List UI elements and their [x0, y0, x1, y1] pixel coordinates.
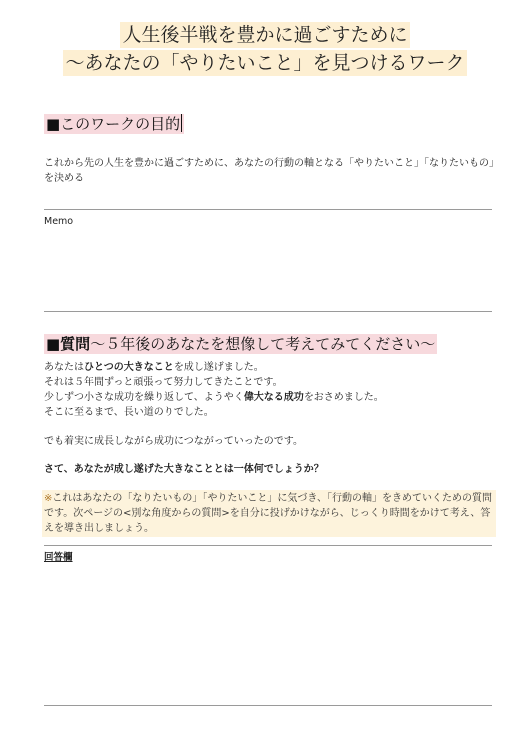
- question-prompt: さて、あなたが成し遂げた大きなこととは一体何でしょうか？: [44, 464, 324, 475]
- question-heading: [44, 334, 437, 354]
- question-line-1: あなたはひとつの大きなことを成し遂げました。: [44, 362, 264, 373]
- divider: [44, 705, 492, 706]
- question-line-5: でも着実に成長しながら成功につながっていったのです。: [44, 436, 303, 447]
- memo-label: Memo: [44, 216, 74, 227]
- divider: [44, 311, 492, 312]
- question-heading-prefix: ■質問: [46, 335, 91, 353]
- purpose-text: これから先の人生を豊かに過ごすために、あなたの行動の軸となる「やりたいこと」「なりたいもの」を決める: [44, 158, 494, 184]
- divider: [44, 545, 492, 546]
- text-cursor: [181, 114, 182, 132]
- question-note: [42, 490, 496, 537]
- note-mark: ※: [44, 493, 53, 504]
- question-line-2: それは５年間ずっと頑張って努力してきたことです。: [44, 377, 283, 388]
- question-body: [44, 360, 494, 420]
- note-text: これはあなたの「なりたいもの」「やりたいこと」に気づき、「行動の軸」をきめていくための質問です。次ページの<別な角度からの質問>を自分に投げかけながら、じっくり時間をかけて考え、答えを導き出しましょう。: [44, 493, 492, 534]
- purpose-heading[interactable]: [44, 114, 184, 134]
- divider: [44, 209, 492, 210]
- answer-label: 回答欄: [44, 552, 73, 563]
- title-line-2: ～あなたの「やりたいこと」を見つけるワーク: [65, 52, 465, 74]
- question-line-3: 少しずつ小さな成功を繰り返して、ようやく偉大なる成功をおさめました。: [44, 392, 384, 403]
- purpose-heading-text: ■このワークの目的: [46, 115, 181, 133]
- question-line-4: そこに至るまで、長い道のりでした。: [44, 407, 214, 418]
- question-heading-rest: ～５年後のあなたを想像して考えてみてください～: [90, 335, 436, 353]
- page-title: [0, 22, 530, 76]
- title-line-1: 人生後半戦を豊かに過ごすために: [122, 24, 408, 46]
